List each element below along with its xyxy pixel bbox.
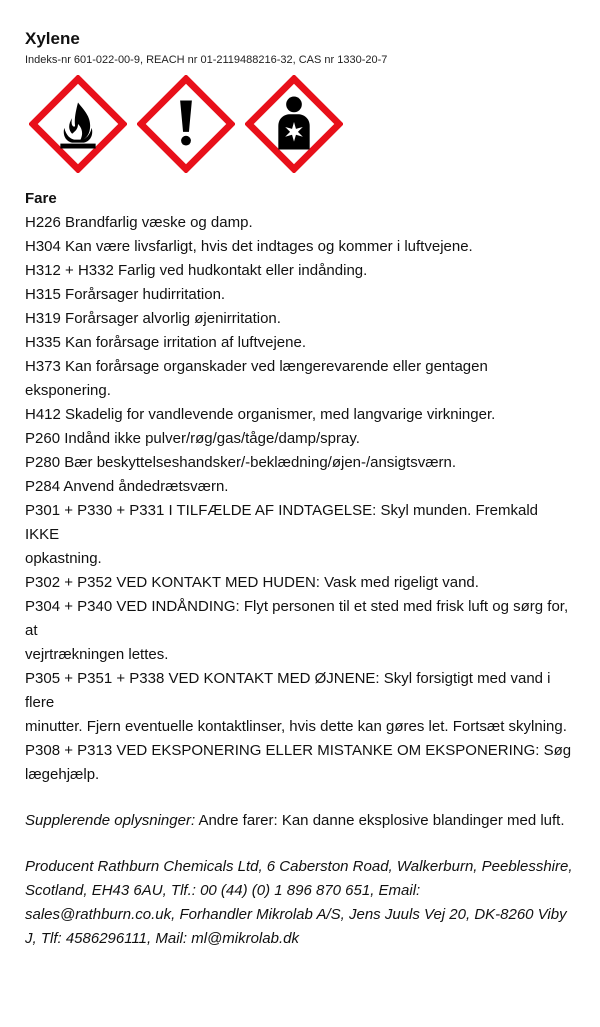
producer-info: Producent Rathburn Chemicals Ltd, 6 Caberston Road, Walkerburn, Peeblesshire, Scotland, EH43 6AU, Tlf.: 00 (44) (0) 1 896 870 651, Email: sales@rathburn.co.uk, Forhandler Mikrolab A/S, Jens Juuls Vej 20, DK-8260 Viby J, Tlf: 4586296111, Mail: ml@mikrolab.dk [25,858,573,947]
statement: P302 + P352 VED KONTAKT MED HUDEN: Vask med rigeligt vand. [25,574,479,591]
hazard-statements [25,211,574,787]
statement: H335 Kan forårsage irritation af luftvejene. [25,334,306,351]
statement: H304 Kan være livsfarligt, hvis det indtages og kommer i luftvejene. [25,238,473,255]
statement: H319 Forårsager alvorlig øjenirritation. [25,310,281,327]
exclamation-icon [137,75,235,173]
health-hazard-icon [245,75,343,173]
statement: P260 Indånd ikke pulver/røg/gas/tåge/damp/spray. [25,430,360,447]
product-name: Xylene [25,29,80,48]
hazard-pictograms [29,75,574,173]
statement: P305 + P351 + P338 VED KONTAKT MED ØJNENE: Skyl forsigtigt med vand i flere minutter. Fjern eventuelle kontaktlinser, hvis dette kan gøres let. Fortsæt skylning. [25,670,567,735]
supplementary-info [25,809,574,833]
signal-word: Fare [25,190,57,207]
statement: H373 Kan forårsage organskader ved længerevarende eller gentagen eksponering. [25,358,488,399]
supplementary-label: Supplerende oplysninger: [25,812,196,829]
statement: H226 Brandfarlig væske og damp. [25,214,253,231]
product-identifiers: Indeks-nr 601-022-00-9, REACH nr 01-2119488216-32, CAS nr 1330-20-7 [25,54,388,66]
flame-icon [29,75,127,173]
statement: H312 + H332 Farlig ved hudkontakt eller indånding. [25,262,368,279]
statement: P301 + P330 + P331 I TILFÆLDE AF INDTAGELSE: Skyl munden. Fremkald IKKE opkastning. [25,502,539,567]
supplementary-text: Andre farer: Kan danne eksplosive blandinger med luft. [195,812,565,829]
statement: H315 Forårsager hudirritation. [25,286,226,303]
statement: P308 + P313 VED EKSPONERING ELLER MISTANKE OM EKSPONERING: Søg lægehjælp. [25,742,572,783]
statement: P284 Anvend åndedrætsværn. [25,478,229,495]
statement: P304 + P340 VED INDÅNDING: Flyt personen til et sted med frisk luft og sørg for, at vejrtrækningen lettes. [25,598,569,663]
statement: H412 Skadelig for vandlevende organismer, med langvarige virkninger. [25,406,496,423]
statement: P280 Bær beskyttelseshandsker/-beklædning/øjen-/ansigtsværn. [25,454,457,471]
